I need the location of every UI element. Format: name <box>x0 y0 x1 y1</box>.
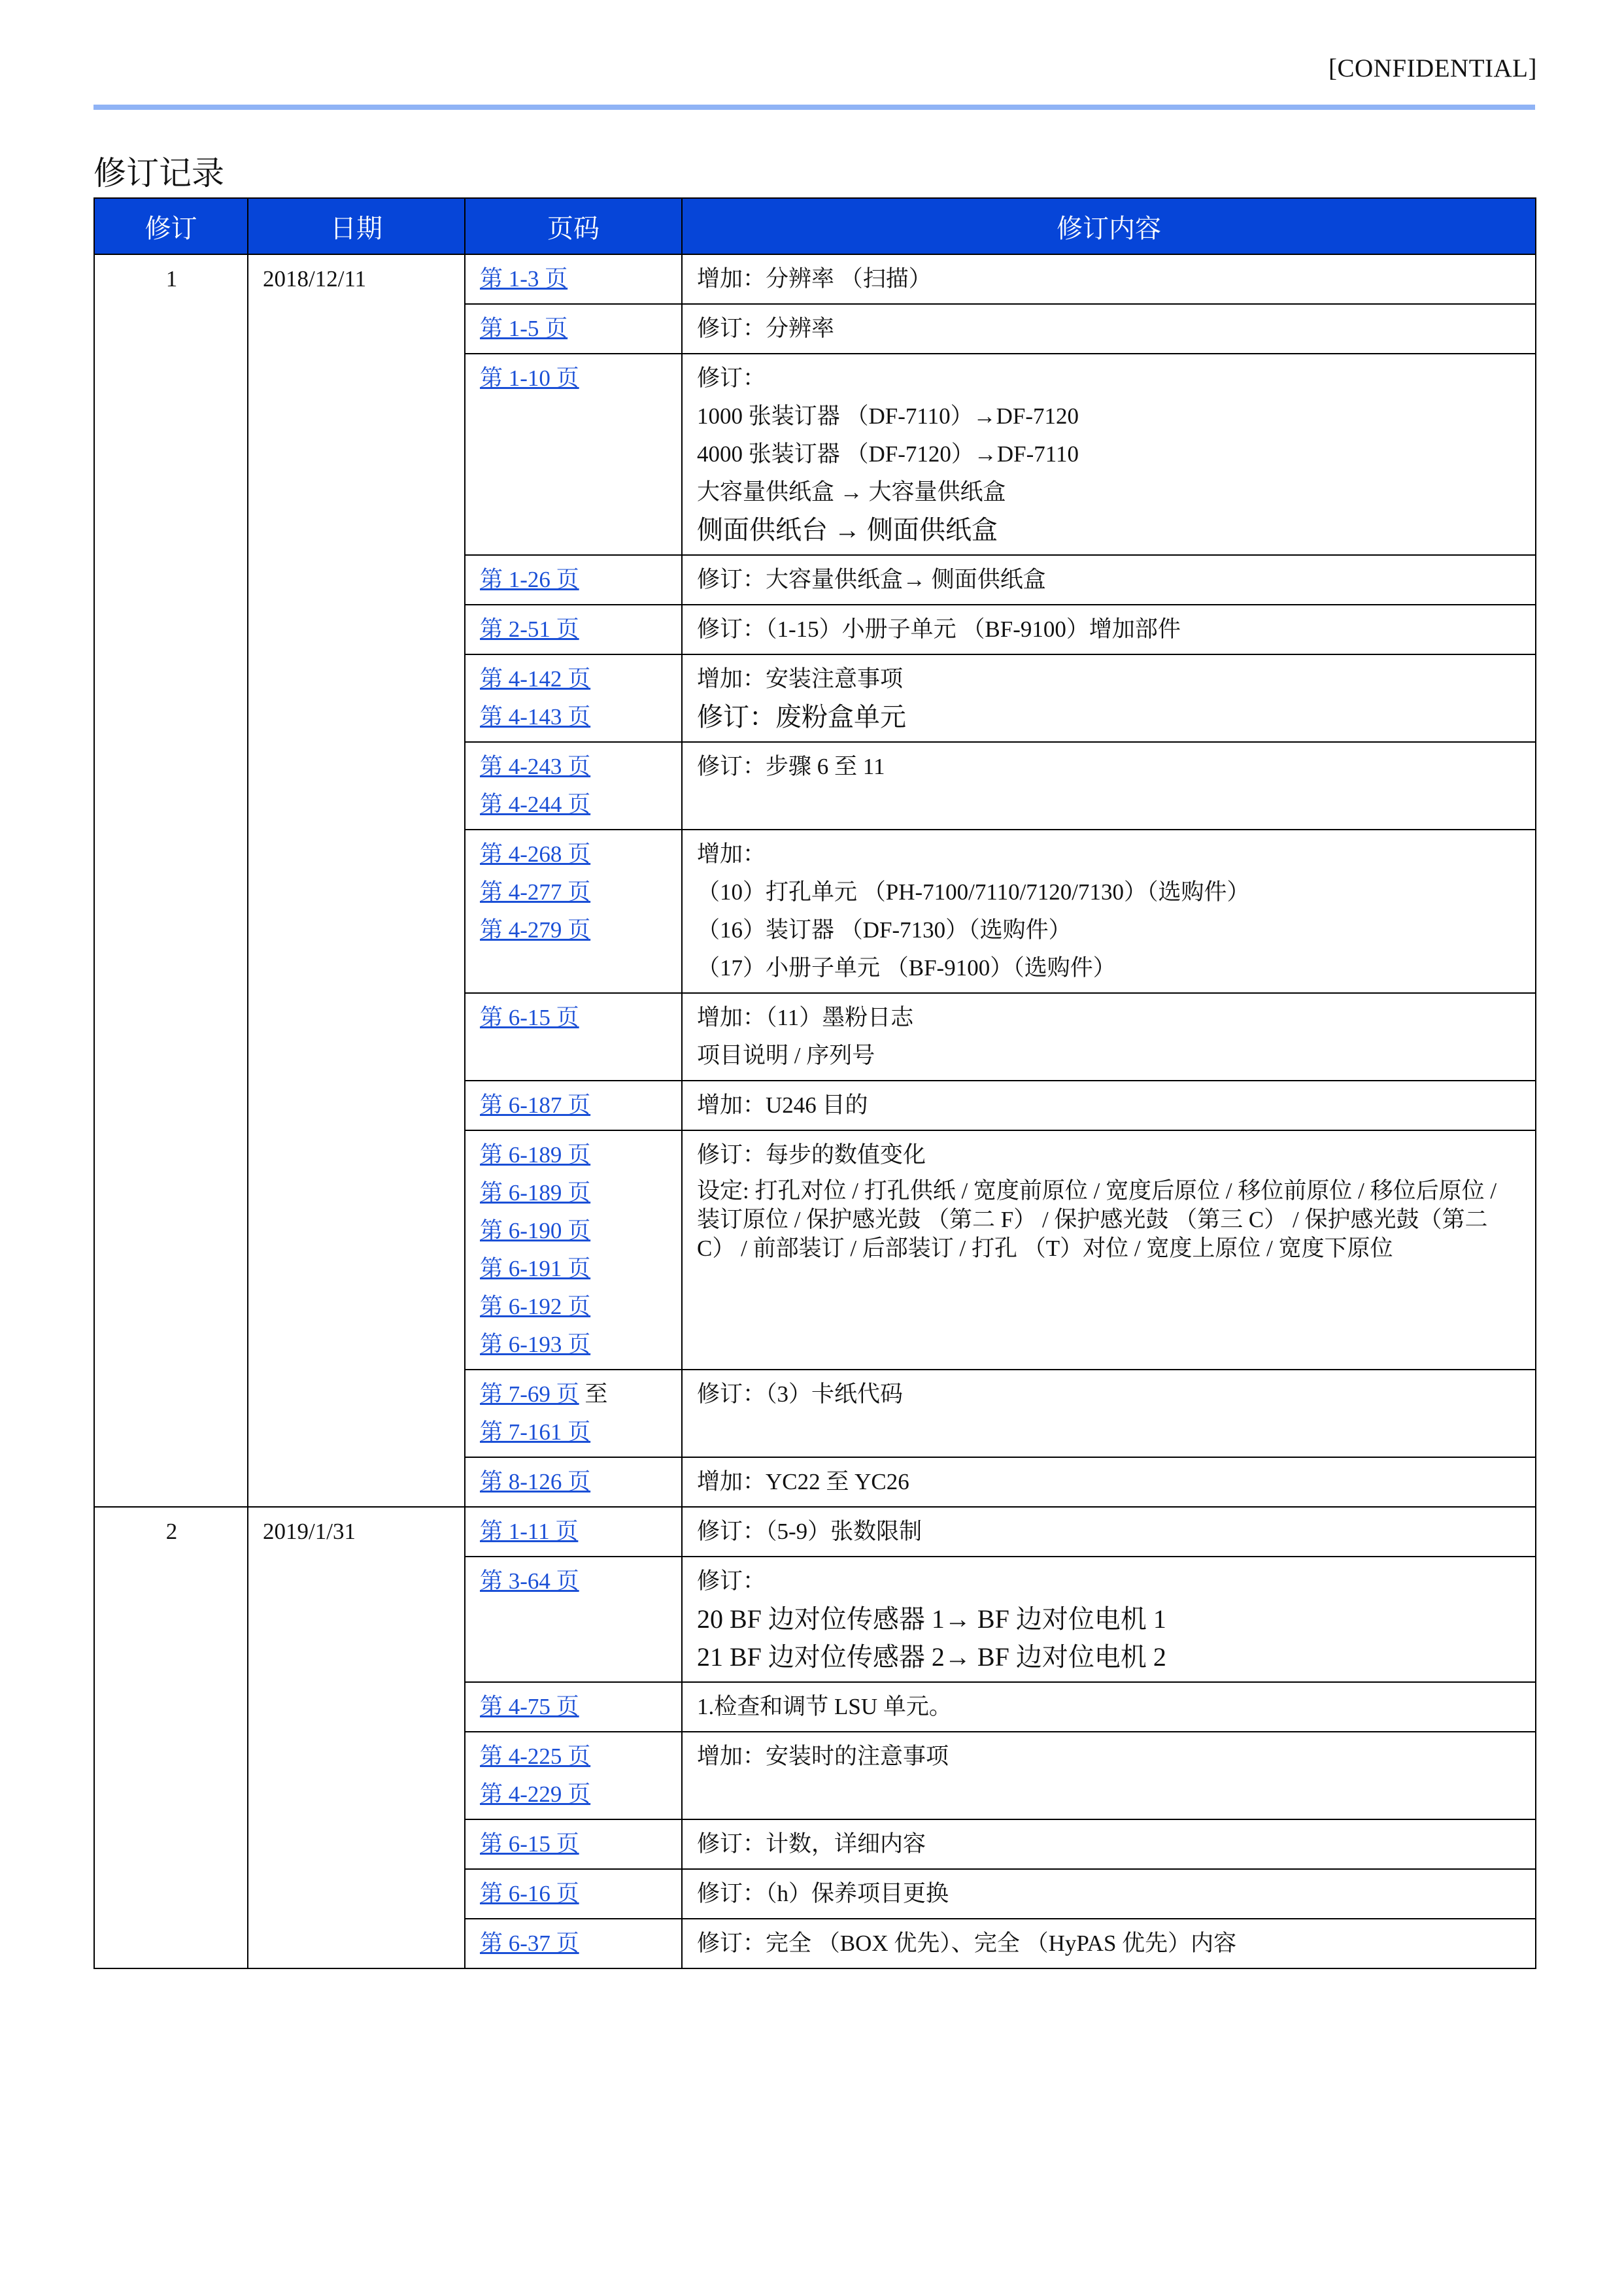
content-line: 修订：大容量供纸盒→ 侧面供纸盒 <box>697 567 1046 592</box>
page-link[interactable]: 第 6-189 页 <box>480 1142 591 1168</box>
page-reference-line <box>480 1212 668 1250</box>
content-line: 修订：（h）保养项目更换 <box>697 1881 949 1906</box>
page-references <box>465 830 682 993</box>
page-link[interactable]: 第 4-75 页 <box>480 1694 579 1719</box>
revision-content <box>682 605 1536 654</box>
revision-number: 2 <box>94 1507 248 1968</box>
content-line: 20 BF 边对位传感器 1→ BF 边对位电机 1 <box>697 1604 1166 1634</box>
page-link[interactable]: 第 6-16 页 <box>480 1881 579 1906</box>
revision-content <box>682 830 1536 993</box>
content-line: 修订：（1-15）小册子单元 （BF-9100）增加部件 <box>697 616 1181 642</box>
content-paragraph: 设定: 打孔对位 / 打孔供纸 / 宽度前原位 / 宽度后原位 / 移位前原位 / 移位后原位 / 装订原位 / 保护感光鼓 （第二 F） / 保护感光鼓 （第三 C） / 保护感光鼓（第二 C） / 前部装订 / 后部装订 / 打孔 （T）对位 / 宽度上原位 / 宽度下原位 <box>697 1178 1497 1261</box>
content-line: 增加：（11）墨粉日志 <box>697 1005 914 1030</box>
revision-content <box>682 1370 1536 1457</box>
page-reference-line <box>480 561 668 599</box>
page-link[interactable]: 第 6-187 页 <box>480 1092 591 1118</box>
page-link[interactable]: 第 6-37 页 <box>480 1931 579 1956</box>
page-references <box>465 1130 682 1370</box>
revision-content <box>682 304 1536 354</box>
page-references <box>465 742 682 830</box>
content-line: 修订：废粉盒单元 <box>697 702 906 732</box>
content-line: （10）打孔单元 （PH-7100/7110/7120/7130）（选购件） <box>697 879 1250 905</box>
column-header-content: 修订内容 <box>682 198 1536 254</box>
page-reference-line <box>480 1087 668 1124</box>
page-reference-line <box>480 1413 668 1451</box>
page-reference-line <box>480 873 668 911</box>
content-line: 增加：分辨率 （扫描） <box>697 266 932 292</box>
page-title: 修订记录 <box>93 154 224 192</box>
page-reference-line <box>480 748 668 786</box>
content-line: 修订：（5-9）张数限制 <box>697 1519 922 1544</box>
revision-content <box>682 742 1536 830</box>
page-references <box>465 605 682 654</box>
revision-content <box>682 1557 1536 1682</box>
page-reference-line <box>480 1250 668 1288</box>
page-references <box>465 993 682 1081</box>
page-reference-line <box>480 1776 668 1813</box>
header-rule <box>93 105 1535 110</box>
revision-content <box>682 654 1536 742</box>
page-reference-line <box>480 611 668 649</box>
content-line: 修订：完全 （BOX 优先）、完全 （HyPAS 优先）内容 <box>697 1931 1237 1956</box>
page-link[interactable]: 第 7-161 页 <box>480 1419 591 1445</box>
page-reference-line <box>480 1562 668 1600</box>
page-references <box>465 555 682 605</box>
content-line: 增加：YC22 至 YC26 <box>697 1469 909 1494</box>
page-reference-line <box>480 1136 668 1174</box>
page-link[interactable]: 第 6-189 页 <box>480 1180 591 1206</box>
page-reference-line <box>480 1738 668 1776</box>
page-link[interactable]: 第 4-142 页 <box>480 666 591 692</box>
page-references <box>465 1682 682 1732</box>
page-references <box>465 1732 682 1819</box>
confidential-label: [CONFIDENTIAL] <box>1328 54 1537 82</box>
content-line: 修订：分辨率 <box>697 316 835 341</box>
page-link[interactable]: 第 6-15 页 <box>480 1005 579 1030</box>
page-references <box>465 1869 682 1919</box>
content-line: 1000 张装订器 （DF-7110）→DF-7120 <box>697 403 1079 429</box>
content-line: 修订： <box>697 1568 766 1594</box>
table-row <box>94 1507 1536 1557</box>
revision-content <box>682 1457 1536 1507</box>
revision-table <box>93 197 1536 1969</box>
content-line: 修订：计数，详细内容 <box>697 1831 926 1857</box>
page-references <box>465 1370 682 1457</box>
page-reference-line <box>480 1688 668 1726</box>
page-reference-line <box>480 1925 668 1963</box>
page-link[interactable]: 第 4-225 页 <box>480 1744 591 1769</box>
page-link[interactable]: 第 3-64 页 <box>480 1568 579 1594</box>
page-link[interactable]: 第 4-143 页 <box>480 704 591 730</box>
page-references <box>465 1819 682 1869</box>
page-references <box>465 1557 682 1682</box>
page-reference-line <box>480 360 668 397</box>
page-link[interactable]: 第 6-193 页 <box>480 1332 591 1357</box>
revision-content <box>682 555 1536 605</box>
page-link[interactable]: 第 8-126 页 <box>480 1469 591 1494</box>
page-reference-line <box>480 698 668 736</box>
page-reference-line <box>480 310 668 348</box>
page-link[interactable]: 第 1-3 页 <box>480 266 568 292</box>
page-range-suffix: 至 <box>579 1381 608 1407</box>
revision-date: 2018/12/11 <box>248 254 465 1507</box>
revision-number: 1 <box>94 254 248 1507</box>
table-header-row <box>94 198 1536 254</box>
revision-content <box>682 1819 1536 1869</box>
revision-content <box>682 1869 1536 1919</box>
revision-date: 2019/1/31 <box>248 1507 465 1968</box>
page-reference-line <box>480 911 668 949</box>
page-reference-line <box>480 260 668 298</box>
page-reference-line <box>480 1288 668 1326</box>
page-references <box>465 1507 682 1557</box>
page-link[interactable]: 第 4-244 页 <box>480 792 591 817</box>
page-reference-line <box>480 1326 668 1364</box>
page-link[interactable]: 第 4-243 页 <box>480 754 591 779</box>
revision-content <box>682 254 1536 304</box>
revision-content <box>682 354 1536 555</box>
page-reference-line <box>480 786 668 824</box>
content-line: 4000 张装订器 （DF-7120）→DF-7110 <box>697 441 1079 467</box>
revision-content <box>682 1130 1536 1370</box>
content-line: 修订： <box>697 365 766 391</box>
page-references <box>465 1457 682 1507</box>
page-reference-line <box>480 1174 668 1212</box>
page-link[interactable]: 第 4-229 页 <box>480 1781 591 1807</box>
page-reference-line <box>480 835 668 873</box>
page-references <box>465 254 682 304</box>
revision-content <box>682 1682 1536 1732</box>
revision-content <box>682 1919 1536 1968</box>
page-reference-line <box>480 1513 668 1551</box>
content-line: 修订：每步的数值变化 <box>697 1142 926 1168</box>
content-line: 增加：U246 目的 <box>697 1092 868 1118</box>
table-row <box>94 254 1536 304</box>
page-link[interactable]: 第 6-191 页 <box>480 1256 591 1281</box>
page-references <box>465 1081 682 1130</box>
column-header-rev: 修订 <box>94 198 248 254</box>
revision-content <box>682 1081 1536 1130</box>
page-reference-line <box>480 999 668 1037</box>
column-header-pages: 页码 <box>465 198 682 254</box>
page-link[interactable]: 第 7-69 页 <box>480 1381 579 1407</box>
page-link[interactable]: 第 1-10 页 <box>480 365 579 391</box>
page-reference-line <box>480 1375 668 1413</box>
page-references <box>465 304 682 354</box>
page-link[interactable]: 第 6-190 页 <box>480 1218 591 1243</box>
revision-content <box>682 1732 1536 1819</box>
content-line: 增加：安装注意事项 <box>697 666 904 692</box>
column-header-date: 日期 <box>248 198 465 254</box>
content-line: 增加：安装时的注意事项 <box>697 1744 949 1769</box>
page-link[interactable]: 第 6-15 页 <box>480 1831 579 1857</box>
page-reference-line <box>480 1875 668 1913</box>
page-references <box>465 354 682 555</box>
content-line: 1.检查和调节 LSU 单元。 <box>697 1694 952 1719</box>
revision-content <box>682 993 1536 1081</box>
page-link[interactable]: 第 1-11 页 <box>480 1519 579 1544</box>
content-line: （16）装订器 （DF-7130）（选购件） <box>697 917 1072 943</box>
page-reference-line <box>480 1463 668 1501</box>
page-reference-line <box>480 660 668 698</box>
page-references <box>465 654 682 742</box>
revision-content <box>682 1507 1536 1557</box>
content-line: 项目说明 / 序列号 <box>697 1043 875 1068</box>
content-line: 大容量供纸盒 → 大容量供纸盒 <box>697 479 1006 505</box>
page-references <box>465 1919 682 1968</box>
content-line: 21 BF 边对位传感器 2→ BF 边对位电机 2 <box>697 1642 1166 1672</box>
page-link[interactable]: 第 6-192 页 <box>480 1294 591 1319</box>
content-line: 修订：步骤 6 至 11 <box>697 754 885 779</box>
page-link[interactable]: 第 1-26 页 <box>480 567 579 592</box>
content-line: 增加： <box>697 841 766 867</box>
content-line: （17）小册子单元 （BF-9100）（选购件） <box>697 955 1116 981</box>
content-line: 侧面供纸台 → 侧面供纸盒 <box>697 515 998 545</box>
page-link[interactable]: 第 1-5 页 <box>480 316 568 341</box>
page-link[interactable]: 第 4-277 页 <box>480 879 591 905</box>
page-link[interactable]: 第 4-268 页 <box>480 841 591 867</box>
page-reference-line <box>480 1825 668 1863</box>
page-link[interactable]: 第 2-51 页 <box>480 616 579 642</box>
table-body <box>94 254 1536 1968</box>
content-line: 修订：（3）卡纸代码 <box>697 1381 904 1407</box>
page-link[interactable]: 第 4-279 页 <box>480 917 591 943</box>
